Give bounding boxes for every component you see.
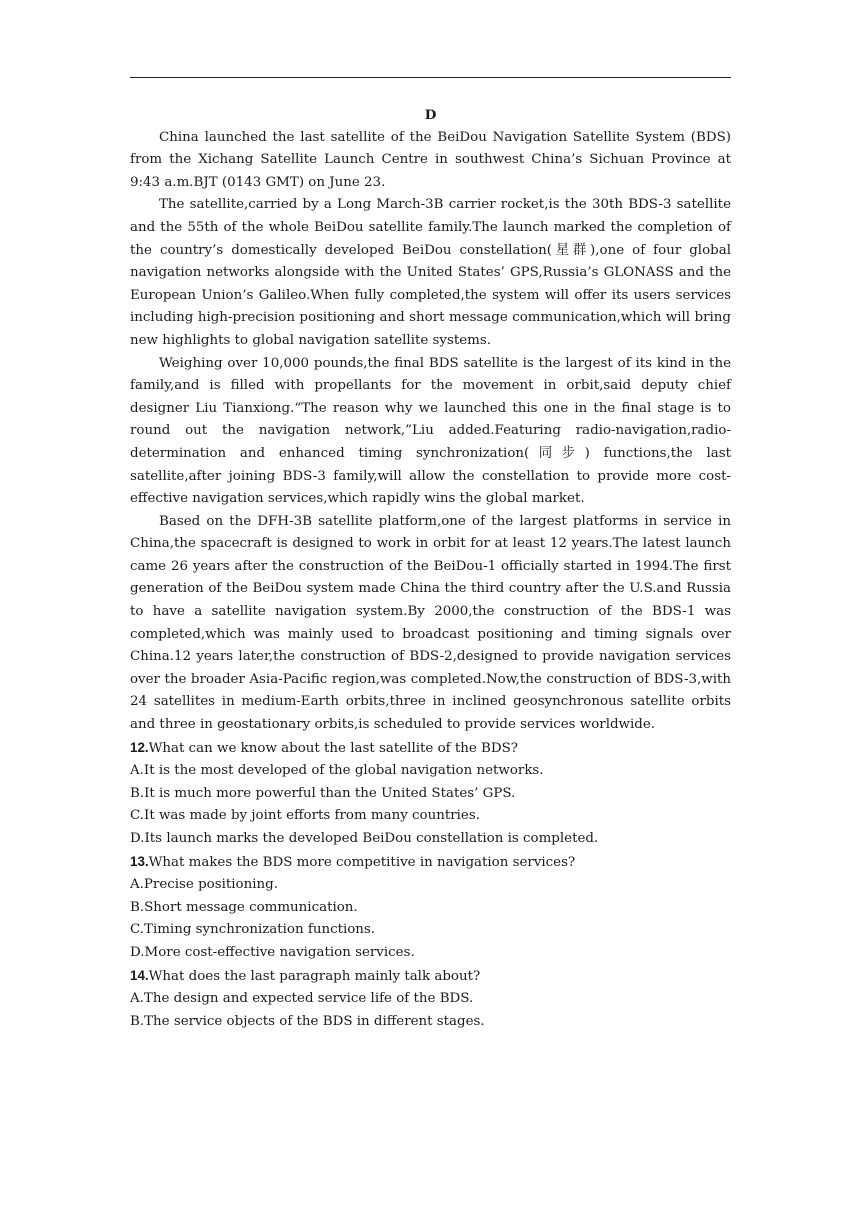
question-number: 14.	[130, 967, 149, 983]
question-12	[130, 737, 731, 851]
question-text: What does the last paragraph mainly talk about?	[148, 968, 481, 984]
answer-option: A.The design and expected service life of the BDS.	[130, 991, 474, 1007]
question-text: What can we know about the last satellite of the BDS?	[148, 740, 518, 756]
answer-option: D.Its launch marks the developed BeiDou constellation is completed.	[130, 831, 599, 846]
question-stem	[130, 965, 731, 989]
answer-option: A.It is the most developed of the global navigation networks.	[130, 763, 544, 779]
answer-option: A.Precise positioning.	[130, 877, 278, 893]
question-text: What makes the BDS more competitive in navigation services?	[148, 854, 576, 870]
answer-option: B.It is much more powerful than the United States’ GPS.	[130, 785, 516, 801]
answer-option: C.It was made by joint efforts from many countries.	[130, 808, 480, 824]
question-13	[130, 851, 731, 965]
reading-passage	[130, 104, 731, 1033]
answer-option: C.Timing synchronization functions.	[130, 922, 376, 938]
paragraph: Based on the DFH-3B satellite platform,one of the largest platforms in service in China,the spacecraft is designed to work in orbit for at least 12 years.The latest launch came 26 years after the construction of the BeiDou-1 officially started in 1994.The first generation of the BeiDou system made China the third country after the U.S.and Russia to have a satellite navigation system.By 2000,the construction of the BDS-1 was completed,which was mainly used to broadcast positioning and timing signals over China.12 years later,the construction of BDS-2,designed to provide navigation services over the broader Asia-Pacific region,was completed.Now,the construction of BDS-3,with 24 satellites in medium-Earth orbits,three in inclined geosynchronous satellite orbits and three in geostationary orbits,is scheduled to provide services worldwide.	[130, 513, 731, 733]
question-stem	[130, 737, 731, 761]
question-number: 12.	[130, 739, 149, 755]
paragraph: The satellite,carried by a Long March-3B carrier rocket,is the 30th BDS-3 satellite and the 55th of the whole BeiDou satellite family.The launch marked the completion of the country’s domestically developed BeiDou constellation(星群),one of four global navigation networks alongside with the United States’ GPS,Russia’s GLONASS and the European Union’s Galileo.When fully completed,the system will offer its users services including high-precision positioning and short message communication,which will bring new highlights to global navigation satellite systems.	[130, 197, 731, 348]
section-letter: D	[424, 107, 437, 123]
question-number: 13.	[130, 853, 149, 869]
answer-option: D.More cost-effective navigation services.	[130, 944, 415, 960]
answer-option: B.The service objects of the BDS in different stages.	[130, 1013, 485, 1029]
question-14	[130, 965, 731, 1034]
answer-option: B.Short message communication.	[130, 899, 358, 915]
question-stem	[130, 851, 731, 875]
paragraph: Weighing over 10,000 pounds,the final BDS satellite is the largest of its kind in the family,and is filled with propellants for the movement in orbit,said deputy chief designer Liu Tianxiong.“The reason why we launched this one in the final stage is to round out the navigation network,”Liu added.Featuring radio-navigation,radio-determination and enhanced timing synchronization(同步) functions,the last satellite,after joining BDS-3 family,will allow the constellation to provide more cost-effective navigation services,which rapidly wins the global market.	[130, 355, 731, 507]
paragraph: China launched the last satellite of the BeiDou Navigation Satellite System (BDS) from the Xichang Satellite Launch Centre in southwest China’s Sichuan Province at 9:43 a.m.BJT (0143 GMT) on June 23.	[130, 129, 731, 190]
header-rule	[130, 77, 731, 78]
question-list	[130, 737, 731, 1034]
